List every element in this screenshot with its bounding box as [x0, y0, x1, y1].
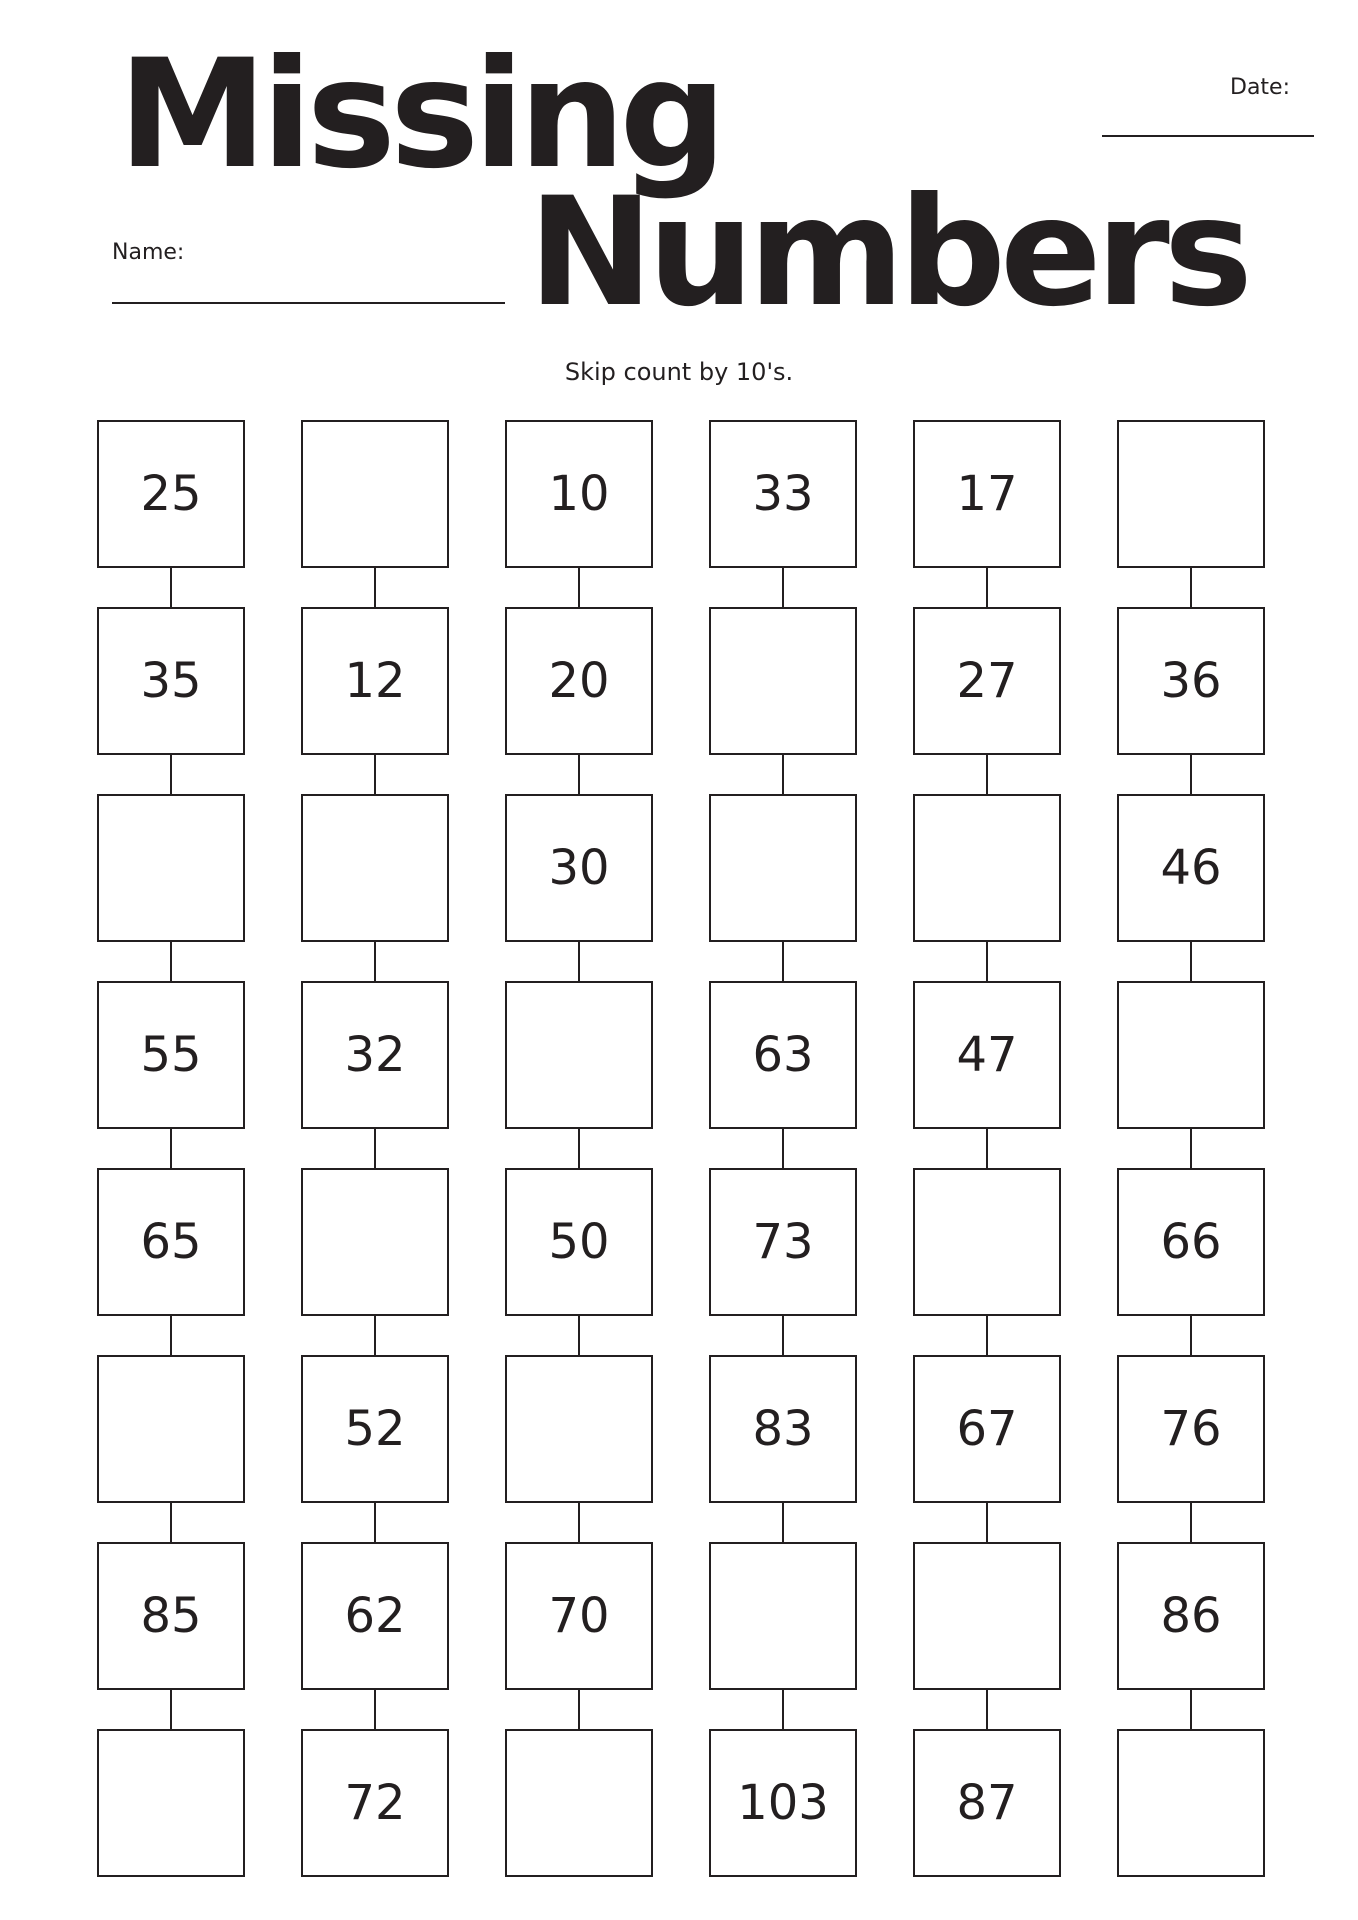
title-numbers: Numbers — [528, 166, 1247, 340]
box-connector — [782, 568, 784, 607]
number-box: 35 — [97, 607, 245, 755]
box-connector — [374, 755, 376, 794]
box-connector — [578, 1503, 580, 1542]
blank-number-box[interactable] — [1117, 1729, 1265, 1877]
number-box: 20 — [505, 607, 653, 755]
box-connector — [1190, 568, 1192, 607]
box-connector — [374, 942, 376, 981]
number-box: 27 — [913, 607, 1061, 755]
box-connector — [782, 1503, 784, 1542]
number-box: 73 — [709, 1168, 857, 1316]
number-box: 87 — [913, 1729, 1061, 1877]
number-box: 17 — [913, 420, 1061, 568]
blank-number-box[interactable] — [97, 1729, 245, 1877]
blank-number-box[interactable] — [913, 1542, 1061, 1690]
number-box: 62 — [301, 1542, 449, 1690]
box-connector — [1190, 942, 1192, 981]
box-connector — [782, 1316, 784, 1355]
number-box: 85 — [97, 1542, 245, 1690]
box-connector — [170, 1690, 172, 1729]
number-box: 47 — [913, 981, 1061, 1129]
box-connector — [986, 1129, 988, 1168]
date-label: Date: — [1230, 75, 1290, 100]
box-connector — [578, 942, 580, 981]
box-connector — [374, 1690, 376, 1729]
box-connector — [170, 1316, 172, 1355]
box-connector — [374, 568, 376, 607]
blank-number-box[interactable] — [1117, 420, 1265, 568]
box-connector — [986, 1690, 988, 1729]
instruction-text: Skip count by 10's. — [564, 358, 794, 386]
blank-number-box[interactable] — [505, 1355, 653, 1503]
number-box: 83 — [709, 1355, 857, 1503]
box-connector — [374, 1316, 376, 1355]
blank-number-box[interactable] — [709, 1542, 857, 1690]
blank-number-box[interactable] — [1117, 981, 1265, 1129]
number-box: 86 — [1117, 1542, 1265, 1690]
blank-number-box[interactable] — [913, 794, 1061, 942]
box-connector — [1190, 755, 1192, 794]
blank-number-box[interactable] — [709, 607, 857, 755]
title-missing: Missing — [118, 28, 721, 202]
box-connector — [986, 1503, 988, 1542]
box-connector — [986, 568, 988, 607]
number-box: 36 — [1117, 607, 1265, 755]
number-box: 25 — [97, 420, 245, 568]
number-box: 33 — [709, 420, 857, 568]
box-connector — [374, 1503, 376, 1542]
number-box: 30 — [505, 794, 653, 942]
blank-number-box[interactable] — [301, 794, 449, 942]
box-connector — [578, 568, 580, 607]
box-connector — [578, 1129, 580, 1168]
number-box: 76 — [1117, 1355, 1265, 1503]
number-box: 63 — [709, 981, 857, 1129]
box-connector — [578, 1316, 580, 1355]
blank-number-box[interactable] — [301, 1168, 449, 1316]
blank-number-box[interactable] — [301, 420, 449, 568]
number-box: 103 — [709, 1729, 857, 1877]
number-box: 32 — [301, 981, 449, 1129]
box-connector — [1190, 1503, 1192, 1542]
number-box: 50 — [505, 1168, 653, 1316]
number-box: 65 — [97, 1168, 245, 1316]
number-box: 67 — [913, 1355, 1061, 1503]
blank-number-box[interactable] — [97, 794, 245, 942]
box-connector — [986, 1316, 988, 1355]
box-connector — [1190, 1690, 1192, 1729]
number-box: 10 — [505, 420, 653, 568]
box-connector — [170, 942, 172, 981]
box-connector — [782, 755, 784, 794]
box-connector — [170, 755, 172, 794]
box-connector — [578, 755, 580, 794]
box-connector — [986, 942, 988, 981]
box-connector — [782, 942, 784, 981]
box-connector — [1190, 1129, 1192, 1168]
box-connector — [782, 1690, 784, 1729]
number-box: 55 — [97, 981, 245, 1129]
number-box: 52 — [301, 1355, 449, 1503]
box-connector — [170, 1503, 172, 1542]
box-connector — [578, 1690, 580, 1729]
number-box: 12 — [301, 607, 449, 755]
number-box: 66 — [1117, 1168, 1265, 1316]
box-connector — [170, 1129, 172, 1168]
number-box: 72 — [301, 1729, 449, 1877]
number-box: 70 — [505, 1542, 653, 1690]
box-connector — [374, 1129, 376, 1168]
number-box: 46 — [1117, 794, 1265, 942]
name-label: Name: — [112, 240, 185, 265]
box-connector — [1190, 1316, 1192, 1355]
blank-number-box[interactable] — [97, 1355, 245, 1503]
blank-number-box[interactable] — [913, 1168, 1061, 1316]
box-connector — [782, 1129, 784, 1168]
blank-number-box[interactable] — [505, 981, 653, 1129]
blank-number-box[interactable] — [709, 794, 857, 942]
box-connector — [986, 755, 988, 794]
box-connector — [170, 568, 172, 607]
blank-number-box[interactable] — [505, 1729, 653, 1877]
